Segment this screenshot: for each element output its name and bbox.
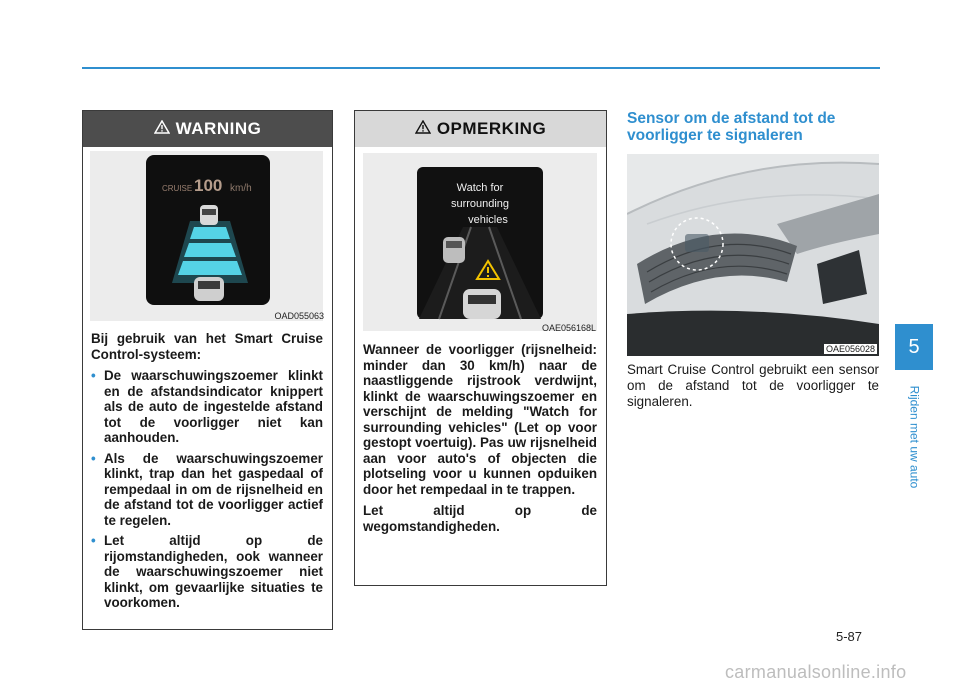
note-header-label: OPMERKING: [436, 119, 547, 138]
caution-triangle-icon: [415, 120, 431, 139]
display-text-line3: vehicles: [468, 214, 508, 226]
note-header: [355, 111, 606, 147]
warning-intro: Bij gebruik van het Smart Cruise Control-systeem:: [91, 331, 323, 362]
cluster-speed-unit: km/h: [230, 183, 252, 194]
cluster-speed-value: 100: [194, 176, 223, 195]
warning-bullet: [91, 533, 323, 611]
display-text-line1: Watch for: [456, 182, 504, 194]
sensor-description: Smart Cruise Control gebruikt een sensor om de afstand tot de voorligger te signaleren.: [627, 362, 879, 409]
warning-box: [82, 110, 333, 630]
bullet-dot-icon: •: [91, 368, 96, 383]
bullet-dot-icon: •: [91, 533, 96, 548]
chapter-title: Rijden met uw auto: [907, 385, 922, 489]
section-title: Sensor om de afstand tot de voorligger te signaleren: [627, 110, 836, 144]
display-figure: [363, 153, 597, 331]
top-rule: [82, 67, 880, 69]
display-text-line2: surrounding: [450, 198, 510, 210]
warning-triangle-icon: [154, 120, 170, 139]
warning-header: [83, 111, 332, 147]
note-figure-code: OAE056168L: [541, 323, 596, 333]
note-paragraph: Wanneer de voorligger (rijsnelheid: minder dan 30 km/h) naar de naastliggende rijstrook verdwijnt, klinkt de waarschuwingszoemer en verschijnt de melding "Watch for surrounding vehicles" (Let op voor gestopt voertuig). Pas uw rijsnelheid aan voor auto's of objecten die plotseling voor u kunnen opduiken door het rempedaal in te trappen.: [363, 342, 597, 497]
watermark: carmanualsonline.info: [725, 662, 907, 682]
warning-figure-code: OAD055063: [274, 311, 324, 321]
sensor-photo: [627, 154, 879, 356]
warning-bullet-text: Als de waarschuwingszoemer klinkt, trap dan het gaspedaal of rempedaal in om de rijsnelheid en de afstand tot de voorligger actief te regelen.: [104, 450, 323, 528]
warning-bullet-text: Let altijd op de rijomstandigheden, ook wanneer de waarschuwingszoemer niet klinkt, om gevaarlijke situaties te voorkomen.: [104, 533, 323, 610]
warning-body: [91, 331, 323, 616]
cluster-cruise-label: CRUISE: [162, 184, 193, 193]
warning-bullet: [91, 451, 323, 529]
bullet-dot-icon: •: [91, 450, 96, 466]
display-illustration: [363, 153, 597, 331]
note-box: [354, 110, 607, 586]
chapter-title-side: [897, 378, 931, 496]
cluster-figure: [90, 151, 323, 321]
car-front-illustration: [627, 154, 879, 356]
warning-bullet: [91, 368, 323, 446]
chapter-number-tab: 5: [895, 324, 933, 370]
warning-bullet-text: De waarschuwingszoemer klinkt en de afstandsindicator knippert als de auto de ingestelde afstand tot de voorligger niet kan aanhouden.: [104, 368, 323, 445]
warning-header-label: WARNING: [175, 119, 262, 138]
cluster-illustration: [90, 151, 323, 321]
note-body: [363, 342, 597, 540]
note-paragraph: Let altijd op de wegomstandigheden.: [363, 503, 597, 534]
photo-code: OAE056028: [825, 344, 875, 354]
page-number: 5-87: [836, 629, 863, 644]
